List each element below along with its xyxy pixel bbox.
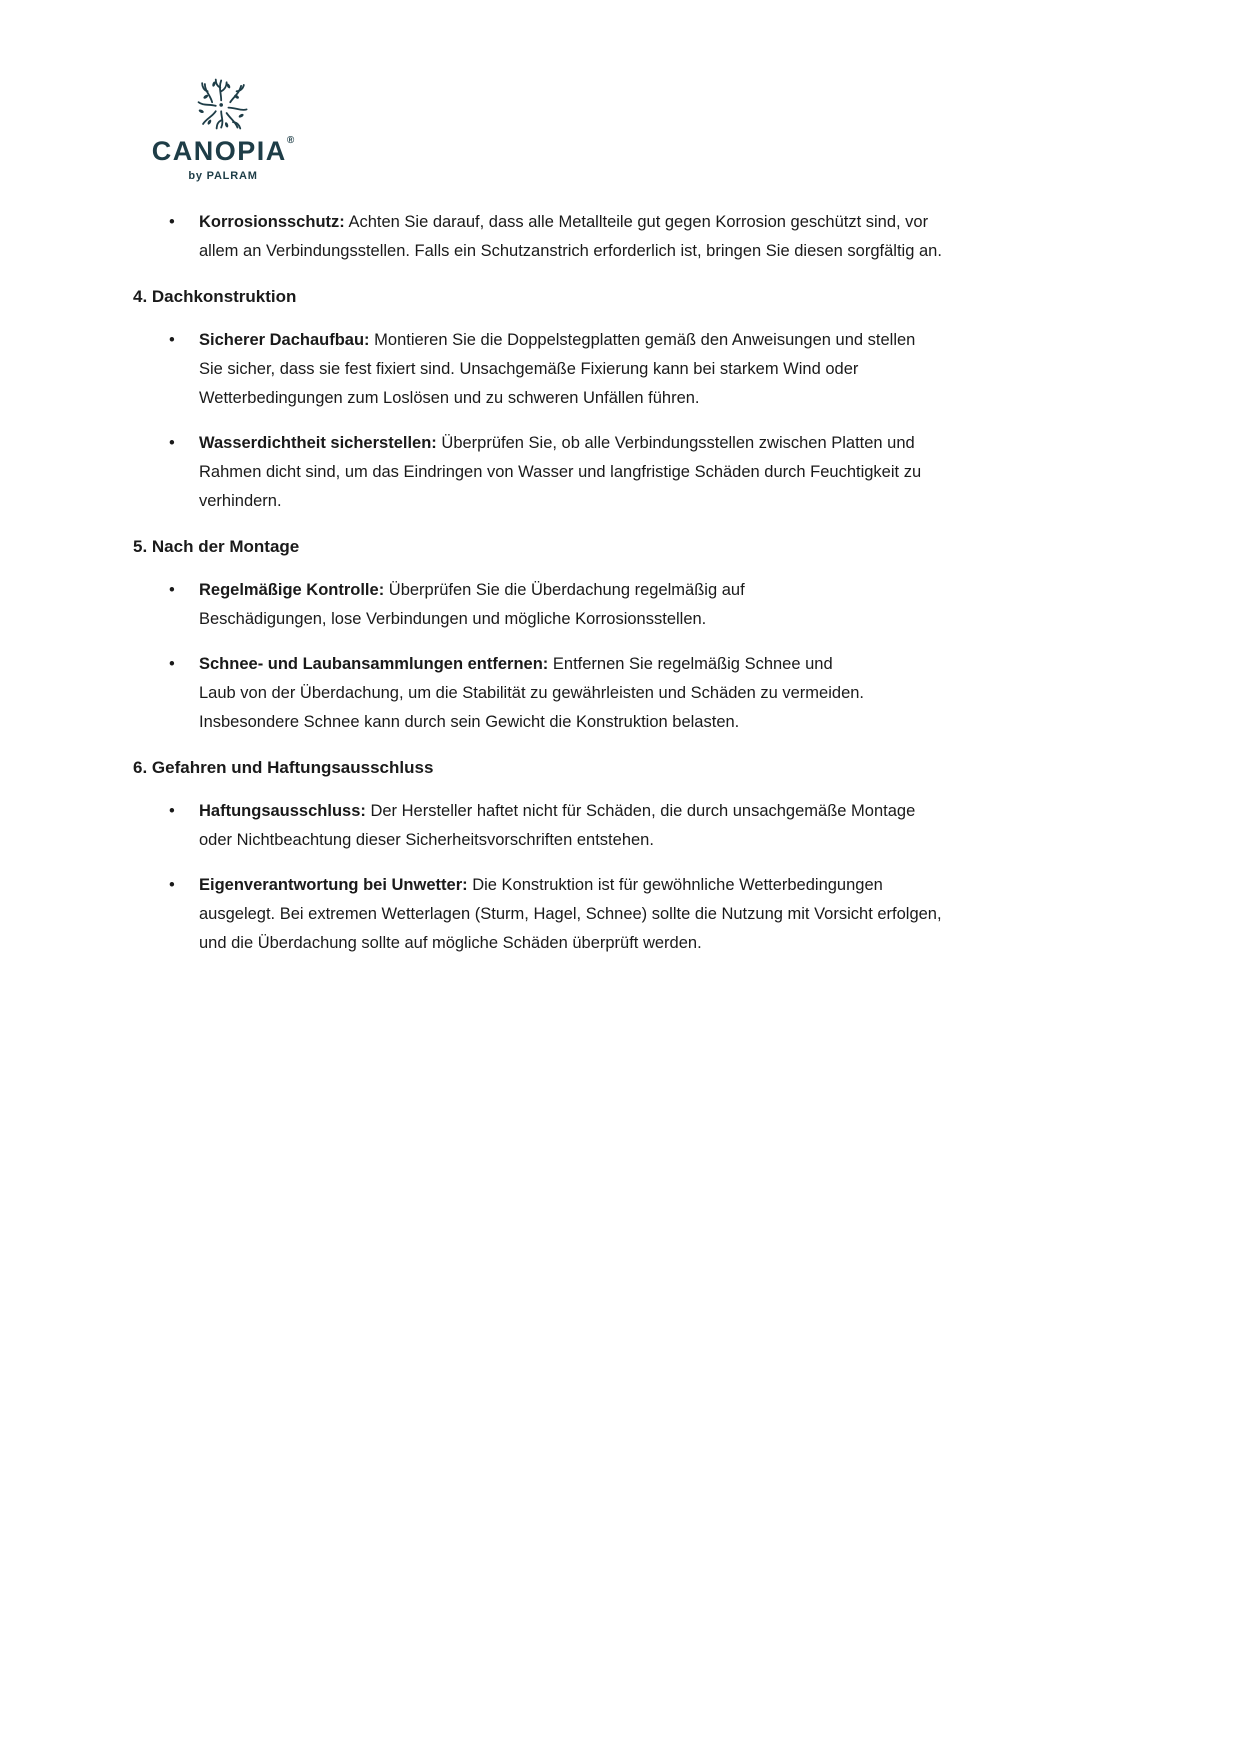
bullet-text: Montieren Sie die Doppelstegplatten gemäß den Anweisungen und stellen Sie sicher, dass sie fest fixiert sind. Unsachgemäße Fixierung kann bei starkem Wind oder Wetterbedingungen zum Loslösen und zu schweren Unfällen führen. xyxy=(199,331,916,407)
list-item-korrosionsschutz xyxy=(199,208,949,266)
bullet-text: Der Hersteller haftet nicht für Schäden, die durch unsachgemäße Montage oder Nichtbeachtung dieser Sicherheitsvorschriften entstehen. xyxy=(199,802,916,849)
bullet-list xyxy=(133,576,1107,737)
brand-name: CANOPIA xyxy=(151,136,287,166)
list-item-eigenverantwortung xyxy=(199,871,949,958)
canopia-tree-icon xyxy=(194,74,252,134)
bullet-list xyxy=(133,208,1107,266)
section-heading-nach-der-montage: 5. Nach der Montage xyxy=(133,537,300,556)
brand-wordmark xyxy=(151,135,295,166)
bullet-text: Entfernen Sie regelmäßig Schnee und Laub von der Überdachung, um die Stabilität zu gewährleisten und Schäden zu vermeiden. Insbesondere Schnee kann durch sein Gewicht die Konstruktion belasten. xyxy=(199,655,865,731)
section-heading-dachkonstruktion: 4. Dachkonstruktion xyxy=(133,287,297,306)
registered-trademark-symbol: ® xyxy=(286,135,295,146)
list-item-schnee-laub xyxy=(199,650,871,737)
bullet-text: Überprüfen Sie die Überdachung regelmäßig auf Beschädigungen, lose Verbindungen und mögliche Korrosionsstellen. xyxy=(199,581,745,628)
list-item-sicherer-dachaufbau xyxy=(199,326,934,413)
bullet-lead: Korrosionsschutz: xyxy=(199,213,345,231)
document-body xyxy=(133,208,1107,958)
bullet-lead: Sicherer Dachaufbau: xyxy=(199,331,370,349)
bullet-lead: Eigenverantwortung bei Unwetter: xyxy=(199,876,468,894)
list-item-wasserdichtheit xyxy=(199,429,934,516)
bullet-list xyxy=(133,326,1107,516)
bullet-lead: Schnee- und Laubansammlungen entfernen: xyxy=(199,655,549,673)
brand-logo xyxy=(143,74,303,182)
bullet-list xyxy=(133,797,1107,958)
brand-tagline: by PALRAM xyxy=(188,170,258,182)
section-heading-gefahren-haftung: 6. Gefahren und Haftungsausschluss xyxy=(133,758,434,777)
bullet-text: Überprüfen Sie, ob alle Verbindungsstellen zwischen Platten und Rahmen dicht sind, um das Eindringen von Wasser und langfristige Schäden durch Feuchtigkeit zu verhindern. xyxy=(199,434,922,510)
bullet-lead: Haftungsausschluss: xyxy=(199,802,366,820)
bullet-lead: Regelmäßige Kontrolle: xyxy=(199,581,385,599)
list-item-haftungsausschluss xyxy=(199,797,919,855)
bullet-text: Achten Sie darauf, dass alle Metallteile gut gegen Korrosion geschützt sind, vor allem an Verbindungsstellen. Falls ein Schutzanstrich erforderlich ist, bringen Sie diesen sorgfältig an. xyxy=(199,213,942,260)
bullet-lead: Wasserdichtheit sicherstellen: xyxy=(199,434,437,452)
bullet-text: Die Konstruktion ist für gewöhnliche Wetterbedingungen ausgelegt. Bei extremen Wetterlagen (Sturm, Hagel, Schnee) sollte die Nutzung mit Vorsicht erfolgen, und die Überdachung sollte auf mögliche Schäden überprüft werden. xyxy=(199,876,942,952)
list-item-regelmaessige-kontrolle xyxy=(199,576,854,634)
